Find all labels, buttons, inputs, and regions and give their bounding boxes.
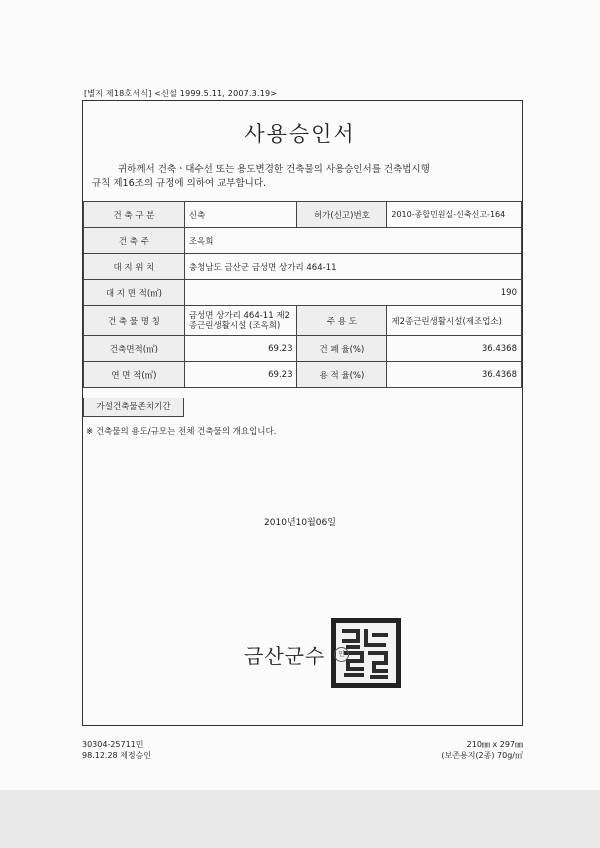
summary-note: ※ 건축물의 용도/규모는 전체 건축물의 개요입니다. xyxy=(86,427,277,437)
temporary-building-period-label: 가설건축물존치기간 xyxy=(83,398,184,417)
building-name-value: 금성면 상가리 464-11 제2종근린생활시설 (조옥희) xyxy=(184,306,297,336)
paper-spec xyxy=(420,739,523,761)
seal-mark: 인 xyxy=(334,647,349,662)
floor-area-ratio-value: 36.4368 xyxy=(387,362,522,388)
issue-date: 2010년10월06일 xyxy=(264,518,336,528)
intro-line-1: 귀하께서 건축ㆍ대수선 또는 용도변경한 건축물의 사용승인서를 건축법시행 xyxy=(118,164,430,175)
intro-line-2: 규칙 제16조의 규정에 의하여 교부합니다. xyxy=(92,178,267,189)
floor-area-label: 연 면 적(㎡) xyxy=(84,362,185,388)
intro-text xyxy=(92,163,512,191)
site-area-value: 190 xyxy=(184,280,521,306)
table-row xyxy=(84,306,522,336)
form-code xyxy=(82,739,151,761)
issuer-name: 금산군수 xyxy=(244,644,326,668)
building-area-value: 69.23 xyxy=(184,336,297,362)
floor-area-ratio-label: 용 적 율(%) xyxy=(297,362,387,388)
owner-label: 건 축 주 xyxy=(84,228,185,254)
permit-number-value: 2010-종합민원실-신축신고-164 xyxy=(387,202,522,228)
table-row xyxy=(84,228,522,254)
paper-size: 210㎜ x 297㎜ xyxy=(466,740,523,749)
building-name-label: 건 축 물 명 칭 xyxy=(84,306,185,336)
construction-type-value: 신축 xyxy=(184,202,297,228)
table-row xyxy=(84,280,522,306)
coverage-ratio-value: 36.4368 xyxy=(387,336,522,362)
table-row xyxy=(84,336,522,362)
paper-type: (보존용지(2종) 70g/㎡ xyxy=(441,751,523,760)
approval-form-table xyxy=(83,201,522,388)
form-code-line-1: 30304-25711민 xyxy=(82,740,144,749)
form-code-line-2: 98.12.28 제정승인 xyxy=(82,751,152,760)
coverage-ratio-label: 건 폐 율(%) xyxy=(297,336,387,362)
floor-area-value: 69.23 xyxy=(184,362,297,388)
form-reference: [별지 제18호서식] <신설 1999.5.11, 2007.3.19> xyxy=(84,89,278,98)
site-location-value: 충청남도 금산군 금성면 상가리 464-11 xyxy=(184,254,521,280)
table-row xyxy=(84,254,522,280)
main-use-value: 제2종근린생활시설(제조업소) xyxy=(387,306,522,336)
building-area-label: 건축면적(㎡) xyxy=(84,336,185,362)
site-location-label: 대 지 위 치 xyxy=(84,254,185,280)
construction-type-label: 건 축 구 분 xyxy=(84,202,185,228)
table-row xyxy=(84,362,522,388)
permit-number-label: 허가(신고)번호 xyxy=(297,202,387,228)
table-row xyxy=(84,202,522,228)
main-use-label: 주 용 도 xyxy=(297,306,387,336)
document-title: 사용승인서 xyxy=(244,122,356,146)
owner-value: 조옥희 xyxy=(184,228,521,254)
site-area-label: 대 지 면 적(㎡) xyxy=(84,280,185,306)
